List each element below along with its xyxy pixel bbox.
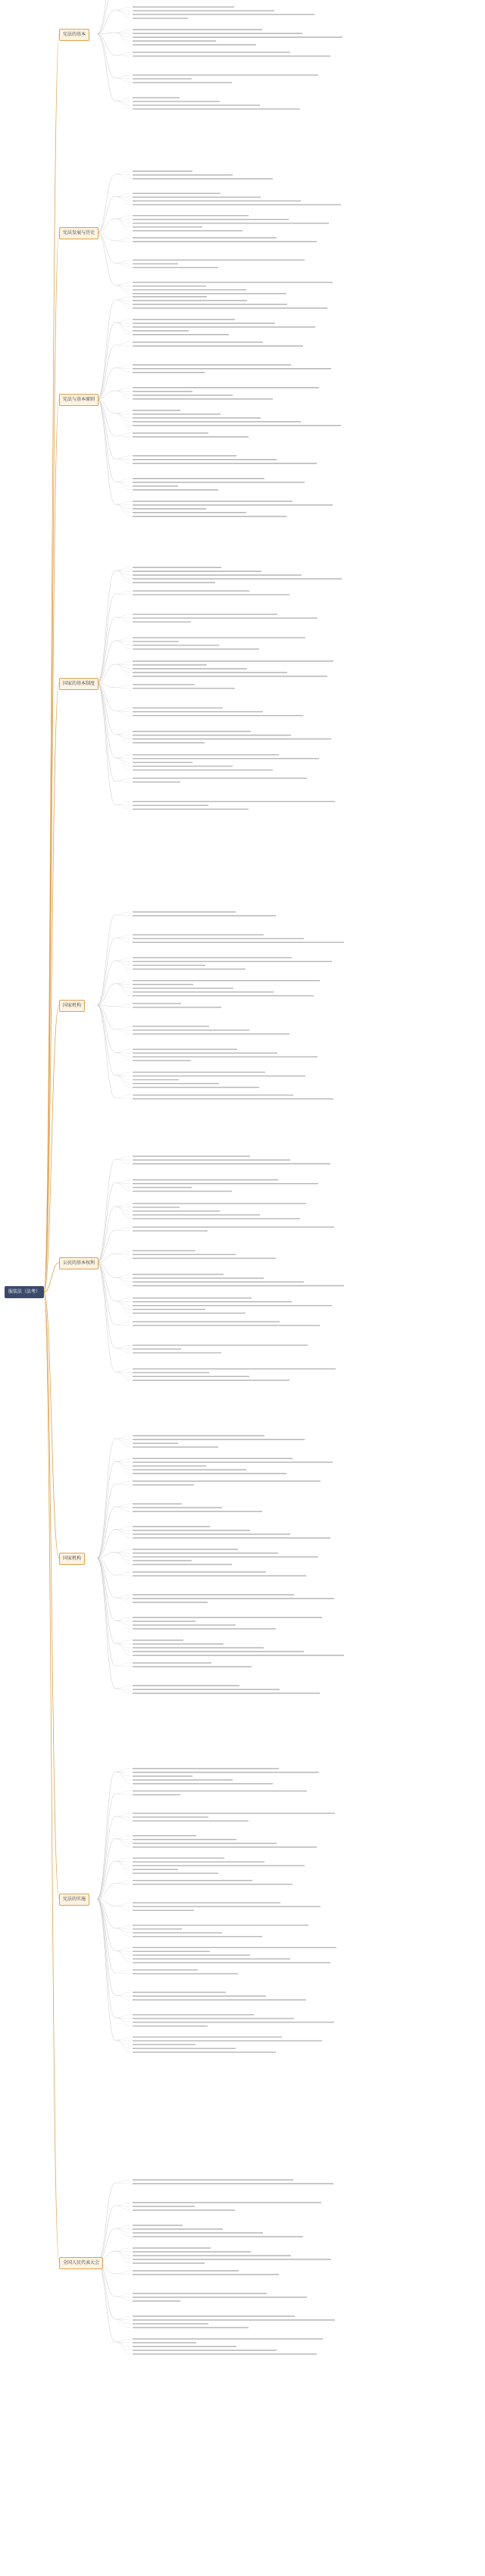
branch-node[interactable]: 国家机构	[59, 1553, 85, 1565]
branch-node[interactable]: 国家机构	[59, 1000, 85, 1012]
branch-node[interactable]: 宪法的基本	[59, 29, 89, 41]
branch-node[interactable]: 公民的基本权利	[59, 1257, 99, 1269]
branch-node[interactable]: 宪法的实施	[59, 1894, 89, 1906]
branch-node[interactable]: 宪法发展与历史	[59, 227, 99, 239]
branch-node[interactable]: 宪法与基本原则	[59, 394, 99, 406]
root-node[interactable]: 服装法（法考）	[5, 1286, 44, 1298]
branch-node[interactable]: 国家的基本制度	[59, 678, 99, 690]
branch-node[interactable]: 全国人民代表大会	[59, 2257, 103, 2269]
